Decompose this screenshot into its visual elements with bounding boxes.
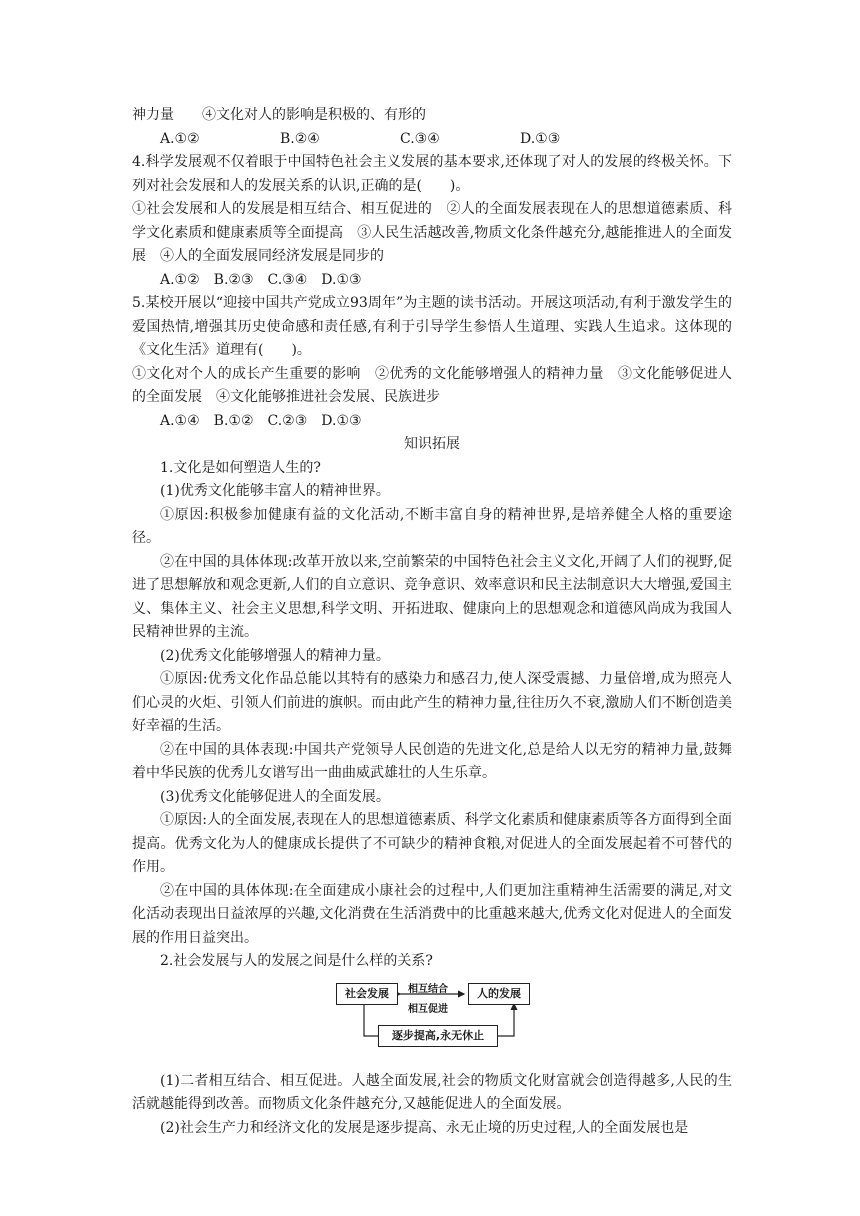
q5-option-d: D.①③ <box>321 412 362 429</box>
document-page <box>132 104 732 1140</box>
mutual-promotion-label: 相互促进 <box>408 1003 448 1015</box>
k1-point-1-china: ②在中国的具体体现:改革开放以来,空前繁荣的中国特色社会主义文化,开阔了人们的视野,促进了思想解放和观念更新,人们的自立意识、竞争意识、效率意识和民主法制意识大大增强,爱国主义、集体主义、社会主义思想,科学文明、开拓进取、健康向上的思想观念和道德风尚成为我国人民精神世界的主流。 <box>132 553 732 640</box>
k2-point-2: (2)社会生产力和经济文化的发展是逐步提高、永无止境的历史过程,人的全面发展也是 <box>160 1119 689 1136</box>
k1-point-3-reason: ①原因:人的全面发展,表现在人的思想道德素质、科学文化素质和健康素质等各方面得到全面提高。优秀文化为人的健康成长提供了不可缺少的精神食粮,对促进人的全面发展起着不可替代的作用。 <box>132 812 732 875</box>
q3-option-b: B.②④ <box>280 130 320 147</box>
q3-option-c: C.③④ <box>400 130 440 147</box>
k1-point-2-china: ②在中国的具体表现:中国共产党领导人民创造的先进文化,总是给人以无穷的精神力量,鼓舞着中华民族的优秀儿女谱写出一曲曲威武雄壮的人生乐章。 <box>132 741 732 781</box>
k1-point-2-reason: ①原因:优秀文化作品总能以其特有的感染力和感召力,使人深受震撼、力量倍增,成为照亮人们心灵的火炬、引领人们前进的旗帜。而由此产生的精神力量,往往历久不衰,激励人们不断创造美好幸福的生活。 <box>132 671 732 734</box>
q5-option-c: C.②③ <box>267 412 308 429</box>
q5-items: ①文化对个人的成长产生重要的影响 ②优秀的文化能够增强人的精神力量 ③文化能够促进人的全面发展 ④文化能够推进社会发展、民族进步 <box>132 365 732 405</box>
q4-options <box>132 269 732 293</box>
q5-stem: 5.某校开展以“迎接中国共产党成立93周年”为主题的读书活动。开展这项活动,有利于激发学生的爱国热情,增强其历史使命感和责任感,有利于引导学生参悟人生道理、实践人生追求。这体现的《文化生活》道理有( )。 <box>132 295 732 358</box>
section-title: 知识拓展 <box>404 436 460 452</box>
k1-point-1: (1)优秀文化能够丰富人的精神世界。 <box>160 483 390 499</box>
q4-option-b: B.②③ <box>213 271 254 288</box>
relationship-diagram <box>132 978 732 1060</box>
k2-point-1: (1)二者相互结合、相互促进。人越全面发展,社会的物质文化财富就会创造得越多,人民的生活就越能得到改善。而物质文化条件越充分,又越能促进人的全面发展。 <box>132 1072 732 1112</box>
q4-option-d: D.①③ <box>321 271 362 288</box>
k1-point-3: (3)优秀文化能够促进人的全面发展。 <box>160 788 390 805</box>
q5-option-b: B.①② <box>213 412 254 429</box>
q3-options <box>132 128 732 152</box>
k1-point-2: (2)优秀文化能够增强人的精神力量。 <box>160 647 390 664</box>
mutual-combination-label: 相互结合 <box>408 983 448 995</box>
q4-stem: 4.科学发展观不仅着眼于中国特色社会主义发展的基本要求,还体现了对人的发展的终极关怀。下列对社会发展和人的发展关系的认识,正确的是( )。 <box>132 154 732 194</box>
q5-options <box>132 410 732 434</box>
right-connector <box>496 1004 514 1036</box>
q3-option-d: D.①③ <box>520 130 561 147</box>
human-development-box: 人的发展 <box>468 983 530 1005</box>
q4-option-c: C.③④ <box>267 271 308 288</box>
q3-option-a: A.①② <box>160 130 200 147</box>
q4-items: ①社会发展和人的发展是相互结合、相互促进的 ②人的全面发展表现在人的思想道德素质、科学文化素质和健康素质等全面提高 ③人民生活越改善,物质文化条件越充分,越能推进人的全面发展 ④人的全面发展同经济发展是同步的 <box>132 201 732 264</box>
society-development-box: 社会发展 <box>336 983 398 1005</box>
k1-question: 1.文化是如何塑造人生的? <box>160 459 321 476</box>
k1-point-3-china: ②在中国的具体体现:在全面建成小康社会的过程中,人们更加注重精神生活需要的满足,对文化活动表现出日益浓厚的兴趣,文化消费在生活消费中的比重越来越大,优秀文化对促进人的全面发展的作用日益突出。 <box>132 882 732 946</box>
k2-question: 2.社会发展与人的发展之间是什么样的关系? <box>160 953 433 969</box>
k1-point-1-reason: ①原因:积极参加健康有益的文化活动,不断丰富自身的精神世界,是培养健全人格的重要途径。 <box>132 506 732 546</box>
q5-option-a: A.①④ <box>160 412 200 429</box>
gradual-improvement-box: 逐步提高,永无休止 <box>378 1025 498 1047</box>
q4-option-a: A.①② <box>160 271 200 288</box>
q3-tail: 神力量 ④文化对人的影响是积极的、有形的 <box>132 107 426 123</box>
